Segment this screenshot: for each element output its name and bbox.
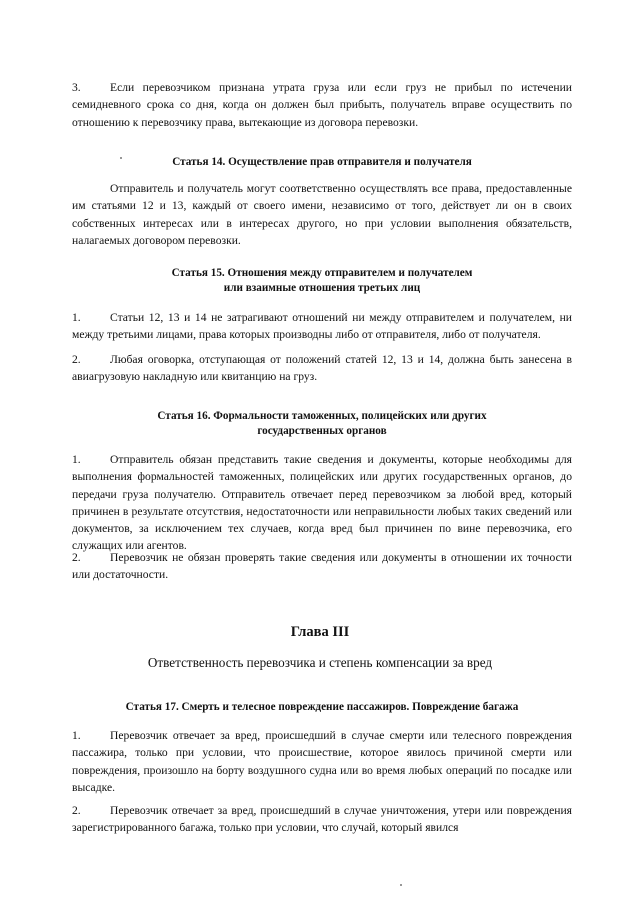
paragraph-number: 1. [72,311,81,324]
article-15-title [72,266,572,296]
paragraph-text: Отправитель обязан представить такие сведения и документы, которые необходимы для выполнения формальностей таможенных, полицейских или других государственных органов, до передачи груза получателю. Отправитель отвечает перед перевозчиком за любой вред, который причинен в результате отсутствия, недостаточности или неправильности любых таких сведений или документов, за исключением тех случаев, когда вред был причинен по вине перевозчика, его служащих или агентов. [72,453,572,553]
article-16-title-line-2: государственных органов [257,425,387,437]
paragraph-text: Перевозчик отвечает за вред, происшедший в случае уничтожения, утери или повреждения зарегистрированного багажа, только при условии, что случай, который явился [72,804,572,835]
paragraph-text: Если перевозчиком признана утрата груза или если груз не прибыл по истечении семидневного срока со дня, когда он должен был прибыть, получатель вправе осуществить по отношению к перевозчику права, вытекающие из договора перевозки. [72,81,572,129]
chapter-title: Глава III [290,624,350,640]
article-16-title-line-1: Статья 16. Формальности таможенных, полицейских или других [157,410,487,422]
paragraph-text: Перевозчик отвечает за вред, происшедший в случае смерти или телесного повреждения пассажира, только при условии, что происшествие, которое явилось причиной смерти или повреждения, произошло на борту воздушного судна или во время любых операций по посадке или высадке. [72,729,572,794]
article-15-title-line-1: Статья 15. Отношения между отправителем и получателем [171,267,473,279]
article-15-paragraph-2 [72,351,572,386]
chapter-subtitle: Ответственность перевозчика и степень компенсации за вред [147,655,493,670]
article-15-title-line-2: или взаимные отношения третьих лиц [223,282,421,294]
article-15-paragraph-1 [72,309,572,344]
paragraph-text: Статьи 12, 13 и 14 не затрагивают отношений ни между отправителем и получателем, ни между третьими лицами, права которых производны либо от отправителя, либо от получателя. [72,311,572,342]
article-17-paragraph-2 [72,802,572,837]
article-14-title: Статья 14. Осуществление прав отправителя и получателя [172,156,472,168]
article-16-title [72,409,572,439]
scan-speck [120,157,122,159]
paragraph-number: 3. [72,81,81,94]
article-16-paragraph-1 [72,451,572,555]
article-17-paragraph-1 [72,727,572,796]
paragraph-number: 1. [72,453,81,466]
paragraph-3 [72,79,572,131]
paragraph-text: Любая оговорка, отступающая от положений статей 12, 13 и 14, должна быть занесена в авиагрузовую накладную или квитанцию на груз. [72,353,572,384]
scan-speck [400,884,402,886]
article-17-title: Статья 17. Смерть и телесное повреждение пассажиров. Повреждение багажа [125,701,519,713]
article-16-paragraph-2 [72,549,572,584]
article-14-paragraph: Отправитель и получатель могут соответственно осуществлять все права, предоставленные им статьями 12 и 13, каждый от своего имени, независимо от того, действует ли он в своих собственных интересах или в интересах другого, но при условии выполнения обязательств, налагаемых договором перевозки. [72,182,572,247]
paragraph-number: 2. [72,551,81,564]
paragraph-number: 1. [72,729,81,742]
paragraph-number: 2. [72,804,81,817]
paragraph-text: Перевозчик не обязан проверять такие сведения или документы в отношении их точности или достаточности. [72,551,572,582]
paragraph-number: 2. [72,353,81,366]
